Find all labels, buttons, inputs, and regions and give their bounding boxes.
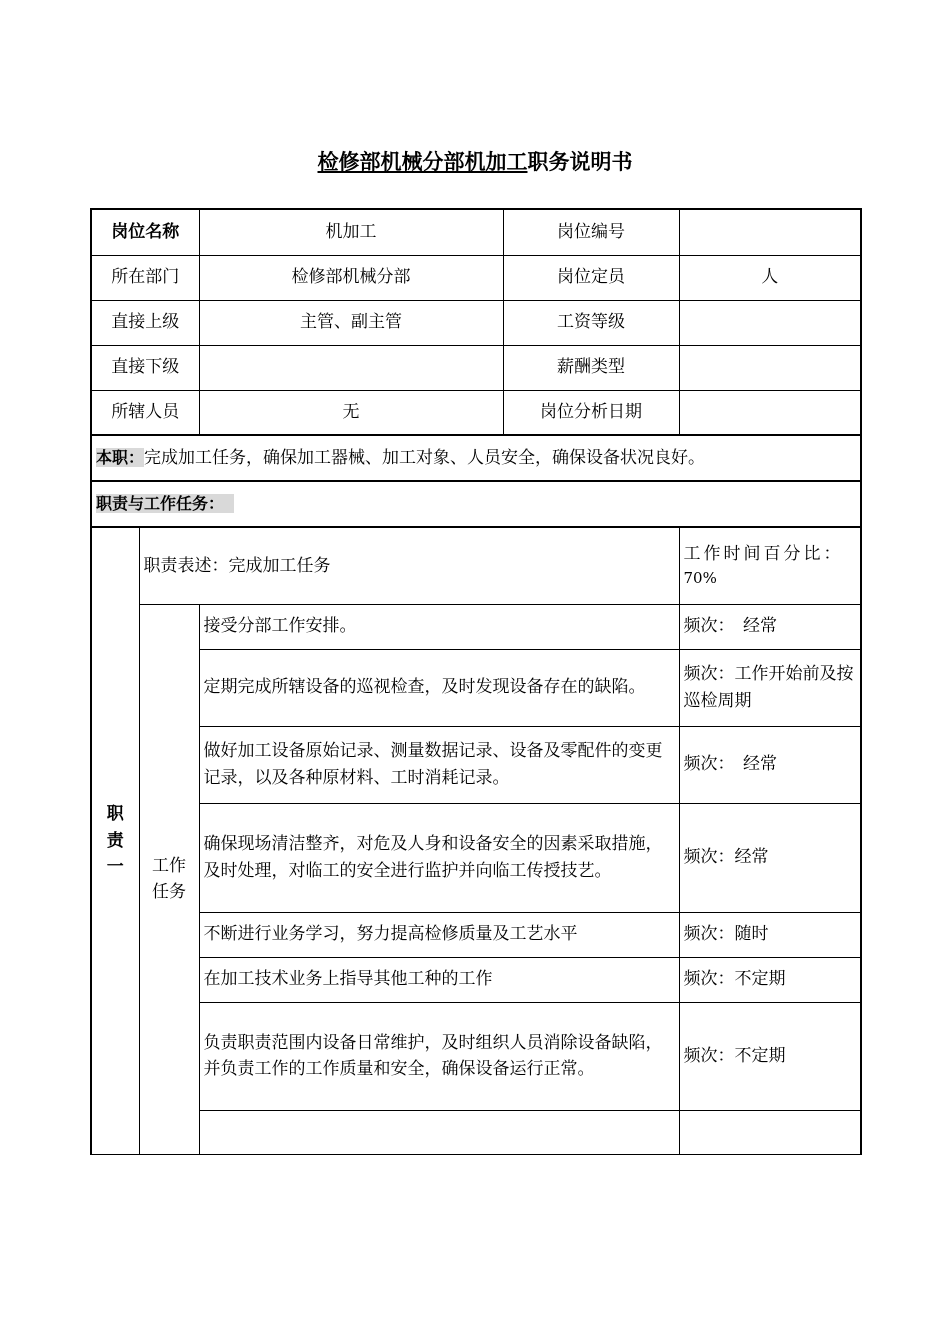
- title-underlined: 检修部机械分部机加工: [317, 150, 528, 174]
- duty-summary-text: 完成加工任务，确保加工器械、加工对象、人员安全，确保设备状况良好。: [144, 447, 706, 468]
- responsibilities-header: [91, 481, 861, 527]
- info-value-pay-type: [679, 345, 861, 390]
- info-value-headcount: 人: [679, 255, 861, 300]
- page-title: [0, 146, 950, 176]
- task-label: [139, 604, 199, 1154]
- info-label-headcount: 岗位定员: [503, 255, 679, 300]
- task-text-1: 接受分部工作安排。: [199, 604, 679, 649]
- info-label-pay-type: 薪酬类型: [503, 345, 679, 390]
- info-value-analysis-date: [679, 390, 861, 435]
- info-value-grade: [679, 300, 861, 345]
- task-freq-5: 频次：随时: [679, 912, 861, 957]
- task-text-7: 负责职责范围内设备日常维护，及时组织人员消除设备缺陷，并负责工作的工作质量和安全，确保设备运行正常。: [199, 1002, 679, 1110]
- info-label-staff: 所辖人员: [91, 390, 199, 435]
- time-ratio: [679, 527, 861, 604]
- task-freq-4: 频次：经常: [679, 803, 861, 912]
- duty-summary-label: 本职：: [96, 447, 145, 467]
- responsibilities-header-label: 职责与工作任务：: [96, 494, 234, 513]
- task-text-5: 不断进行业务学习，努力提高检修质量及工艺水平: [199, 912, 679, 957]
- info-value-subordinate: [199, 345, 503, 390]
- task-freq-6: 频次：不定期: [679, 957, 861, 1002]
- info-value-name: 机加工: [199, 209, 503, 255]
- task-freq-2: 频次：工作开始前及按巡检周期: [679, 649, 861, 726]
- info-value-staff: 无: [199, 390, 503, 435]
- info-label-grade: 工资等级: [503, 300, 679, 345]
- info-label-code: 岗位编号: [503, 209, 679, 255]
- task-text-8: [199, 1110, 679, 1154]
- duty-one-char-1: 职: [106, 804, 124, 825]
- duty-one-char-3: 一: [106, 856, 124, 877]
- job-description-table: [90, 208, 862, 1155]
- title-rest: 职务说明书: [527, 150, 633, 174]
- time-ratio-label: 工作时间百分比：: [683, 543, 844, 564]
- info-label-analysis-date: 岗位分析日期: [503, 390, 679, 435]
- task-text-4: 确保现场清洁整齐，对危及人身和设备安全的因素采取措施，及时处理，对临工的安全进行监护并向临工传授技艺。: [199, 803, 679, 912]
- duty-one-label: [91, 527, 139, 1154]
- task-label-line-1: 工作: [152, 855, 186, 876]
- task-freq-7: 频次：不定期: [679, 1002, 861, 1110]
- duty-one-char-2: 责: [106, 830, 124, 851]
- task-freq-8: [679, 1110, 861, 1154]
- info-label-name: 岗位名称: [91, 209, 199, 255]
- duty-summary: [91, 435, 861, 481]
- info-label-dept: 所在部门: [91, 255, 199, 300]
- task-text-2: 定期完成所辖设备的巡视检查，及时发现设备存在的缺陷。: [199, 649, 679, 726]
- info-value-dept: 检修部机械分部: [199, 255, 503, 300]
- task-label-line-2: 任务: [152, 882, 186, 902]
- info-label-subordinate: 直接下级: [91, 345, 199, 390]
- task-text-3: 做好加工设备原始记录、测量数据记录、设备及零配件的变更记录，以及各种原材料、工时消耗记录。: [199, 726, 679, 803]
- time-ratio-value: 70%: [683, 569, 717, 588]
- task-text-6: 在加工技术业务上指导其他工种的工作: [199, 957, 679, 1002]
- info-value-superior: 主管、副主管: [199, 300, 503, 345]
- duty-one-statement: 职责表述：完成加工任务: [139, 527, 679, 604]
- info-value-code: [679, 209, 861, 255]
- task-freq-3: 频次： 经常: [679, 726, 861, 803]
- info-label-superior: 直接上级: [91, 300, 199, 345]
- task-freq-1: 频次： 经常: [679, 604, 861, 649]
